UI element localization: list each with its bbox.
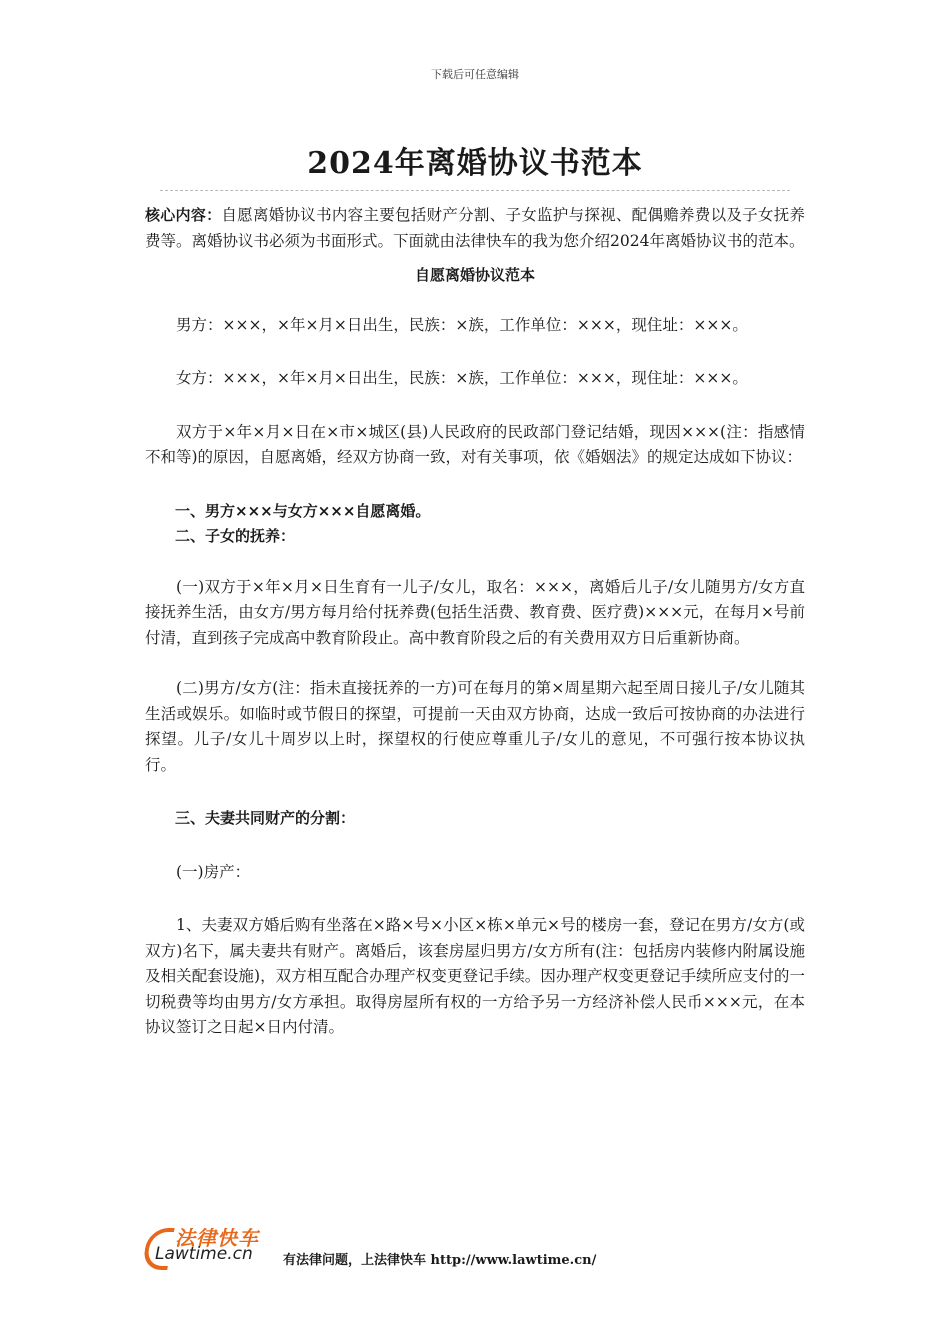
paragraph-visitation: (二)男方/女方(注：指未直接抚养的一方)可在每月的第×周星期六起至周日接儿子/女儿随其生活或娱乐。如临时或节假日的探望，可提前一天由双方协商，达成一致后可按协商的办法进行探望。儿子/女儿十周岁以上时，探望权的行使应尊重儿子/女儿的意见，不可强行按本协议执行。 <box>145 679 805 774</box>
logo-cn-text: 法律快车 <box>175 1226 259 1250</box>
house-heading: (一)房产： <box>176 862 251 881</box>
page-footer <box>145 1222 805 1270</box>
paragraph-man: 男方：×××，×年×月×日出生，民族：×族，工作单位：×××，现住址：×××。 <box>176 315 748 334</box>
intro-paragraph <box>145 203 805 254</box>
paragraph-woman: 女方：×××，×年×月×日出生，民族：×族，工作单位：×××，现住址：×××。 <box>176 369 748 387</box>
section-subtitle: 自愿离婚协议范本 <box>414 266 535 284</box>
section-heading-1: 一、男方×××与女方×××自愿离婚。 <box>175 501 431 520</box>
paragraph-house: 1、夫妻双方婚后购有坐落在×路×号×小区×栋×单元×号的楼房一套，登记在男方/女方(或双方)名下，属夫妻共有财产。离婚后，该套房屋归男方/女方所有(注：包括房内装修内附属设施及相关配套设施)，双方相互配合办理产权变更登记手续。因办理产权变更登记手续所应支付的一切税费等均由男方/女方承担。取得房屋所有权的一方给予另一方经济补偿人民币×××元，在本协议签订之日起×日内付清。 <box>145 916 805 1036</box>
lawtime-logo <box>145 1222 285 1268</box>
intro-text: 自愿离婚协议书内容主要包括财产分割、子女监护与探视、配偶赡养费以及子女抚养费等。离婚协议书必须为书面形式。下面就由法律快车的我为您介绍2024年离婚协议书的范本。 <box>145 206 805 250</box>
footer-link-text[interactable]: 有法律问题，上法律快车 http://www.lawtime.cn/ <box>283 1253 597 1268</box>
title-divider <box>160 190 790 191</box>
section-heading-2: 二、子女的抚养： <box>175 527 296 545</box>
document-title: 2024年离婚协议书范本 <box>307 146 643 181</box>
section-heading-3: 三、夫妻共同财产的分割： <box>175 809 356 827</box>
intro-label: 核心内容： <box>145 206 222 224</box>
logo-en-text: Lawtime.cn <box>155 1244 253 1264</box>
header-note: 下载后可任意编辑 <box>431 68 519 81</box>
paragraph-marriage: 双方于×年×月×日在×市×城区(县)人民政府的民政部门登记结婚，现因×××(注：指感情不和等)的原因，自愿离婚，经双方协商一致，对有关事项，依《婚姻法》的规定达成如下协议： <box>145 422 805 466</box>
paragraph-child-support: (一)双方于×年×月×日生育有一儿子/女儿，取名：×××，离婚后儿子/女儿随男方/女方直接抚养生活，由女方/男方每月给付抚养费(包括生活费、教育费、医疗费)×××元，在每月×号前付清，直到孩子完成高中教育阶段止。高中教育阶段之后的有关费用双方日后重新协商。 <box>145 577 805 647</box>
document-body <box>145 203 805 1041</box>
